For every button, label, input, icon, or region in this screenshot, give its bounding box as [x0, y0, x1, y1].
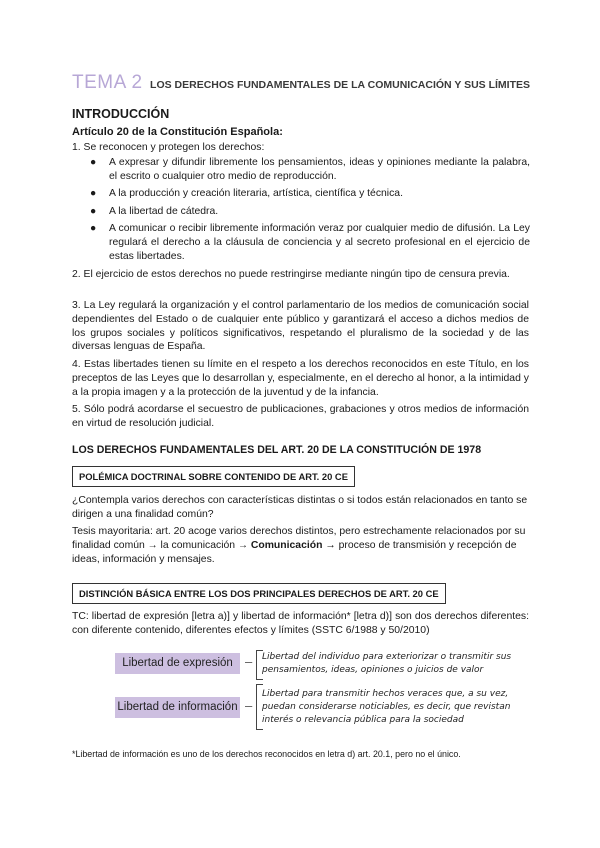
- tema-label: TEMA 2: [72, 72, 143, 93]
- bullet-icon: ●: [90, 188, 97, 200]
- distincion-box: DISTINCIÓN BÁSICA ENTRE LOS DOS PRINCIPALES DERECHOS DE ART. 20 CE: [72, 583, 446, 604]
- dash-icon: –: [245, 654, 253, 669]
- paragraph-5: 5. Sólo podrá acordarse el secuestro de publicaciones, grabaciones y otros medios de información en virtud de resolución judicial.: [72, 404, 529, 429]
- tc-text: TC: libertad de expresión [letra a)] y libertad de información* [letra d)] son dos derechos diferentes: con diferente contenido, diferentes efectos y límites (SSTC 6/1988 y 50/2010): [72, 611, 529, 636]
- paragraph-3: 3. La Ley regulará la organización y el control parlamentario de los medios de comunicación social dependientes del Estado o de cualquier ente público y garantizará el acceso a dichos medios de los grupos sociales y políticos significativos, respetando el pluralismo de la sociedad y de las diversas lenguas de España.: [72, 300, 529, 353]
- desc-libertad-informacion: Libertad para transmitir hechos veraces que, a su vez, puedan considerarse noticiables, es decir, que revistan interés o relevancia pública para la sociedad: [262, 689, 511, 725]
- tag-libertad-expresion: Libertad de expresión: [115, 653, 240, 674]
- bullet-icon: ●: [90, 223, 97, 235]
- bullet-icon: ●: [90, 157, 97, 168]
- arrow-icon: →: [237, 539, 248, 551]
- article-heading: Artículo 20 de la Constitución Española:: [72, 126, 283, 138]
- page-title: [72, 72, 530, 94]
- rights-list: [90, 156, 530, 267]
- list-item: ● A comunicar o recibir libremente información veraz por cualquier medio de difusión. La Ley regulará el derecho a la cláusula de conciencia y al secreto profesional en el ejercicio de estas libertades.: [90, 223, 530, 262]
- tesis-text: Tesis mayoritaria: art. 20 acoge varios derechos distintos, pero estrechamente relacionados por su finalidad común → la comunicación → Comunicación → proceso de transmisión y recepción de ideas, información y mensajes.: [72, 526, 526, 565]
- list-item: ● A expresar y difundir libremente los pensamientos, ideas y opiniones mediante la palabra, el escrito o cualquier otro medio de reproducción.: [90, 157, 530, 182]
- bullet-icon: ●: [90, 205, 97, 217]
- list-item: ● A la libertad de cátedra.: [90, 205, 219, 217]
- tag-libertad-informacion: Libertad de información: [115, 697, 240, 718]
- desc-libertad-expresion: Libertad del individuo para exteriorizar o transmitir sus pensamientos, ideas, opiniones o juicios de valor: [262, 652, 512, 675]
- intro-heading: INTRODUCCIÓN: [72, 107, 170, 121]
- paragraph-4: 4. Estas libertades tienen su límite en el respeto a los derechos reconocidos en este Título, en los preceptos de las Leyes que lo desarrollan y, especialmente, en el derecho al honor, a la intimidad y a la propia imagen y a la protección de la juventud y de la infancia.: [72, 359, 529, 398]
- comunicacion-term: Comunicación: [250, 539, 323, 551]
- tema-title: LOS DERECHOS FUNDAMENTALES DE LA COMUNICACIÓN Y SUS LÍMITES: [150, 79, 530, 91]
- list-item: ● A la producción y creación literaria, artística, científica y técnica.: [90, 188, 403, 200]
- dash-icon: –: [245, 698, 253, 713]
- arrow-icon: →: [147, 539, 158, 551]
- paragraph-2: 2. El ejercicio de estos derechos no puede restringirse mediante ningún tipo de censura previa.: [72, 269, 510, 280]
- question-text: ¿Contempla varios derechos con características distintas o si todos están relacionados en tanto se dirigen a una finalidad común?: [72, 495, 528, 520]
- section-heading: LOS DERECHOS FUNDAMENTALES DEL ART. 20 DE LA CONSTITUCIÓN DE 1978: [72, 444, 482, 456]
- footnote: *Libertad de información es uno de los derechos reconocidos en letra d) art. 20.1, pero no el único.: [72, 749, 461, 759]
- polemica-box: POLÉMICA DOCTRINAL SOBRE CONTENIDO DE ART. 20 CE: [72, 466, 355, 487]
- paragraph-1: 1. Se reconocen y protegen los derechos:: [72, 142, 265, 153]
